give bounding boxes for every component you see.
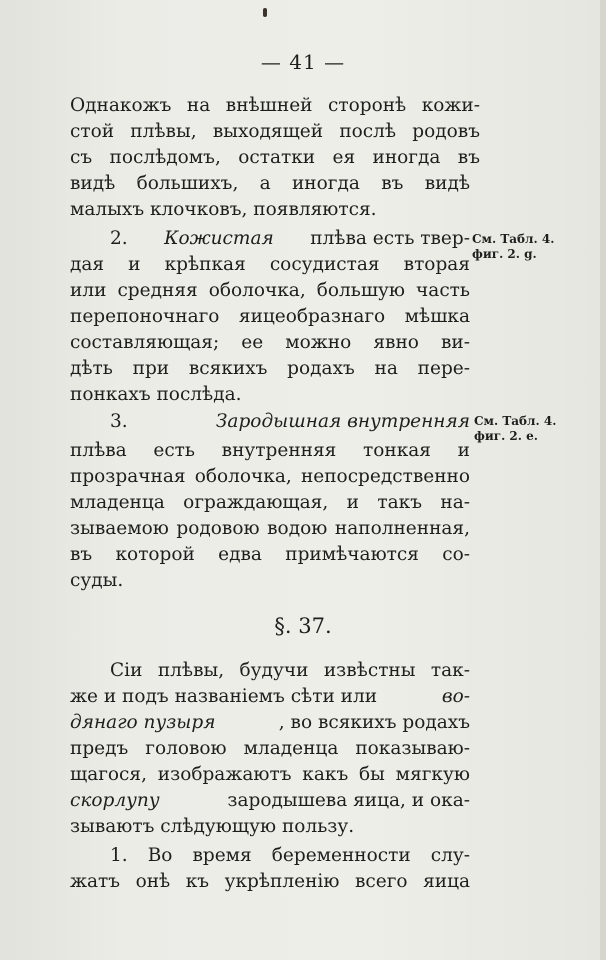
- text-line: или средняя оболочка, большую часть: [70, 280, 470, 301]
- margin-note-line: фиг. 2. e.: [474, 429, 538, 443]
- text-line: видѣ большихъ, а иногда въ видѣ: [70, 173, 470, 194]
- text-line: малыхъ клочковъ, появляются.: [70, 199, 377, 220]
- text-line: жатъ онѣ къ укрѣпленію всего яица: [70, 871, 470, 892]
- text-line: щагося, изображаютъ какъ бы мягкую: [70, 764, 470, 785]
- text-line: [70, 788, 470, 814]
- text-line: плѣва есть внутренняя тонкая и: [70, 440, 470, 461]
- margin-note: [472, 232, 554, 262]
- text-line: 1. Во время беременности слу-: [110, 845, 470, 866]
- text-fragment: плѣва есть твер-: [310, 228, 470, 249]
- text-line: дая и крѣпкая сосудистая вторая: [70, 254, 470, 275]
- margin-note-line: См. Табл. 4.: [472, 232, 555, 246]
- text-fragment: зародышева яица, и ока-: [227, 790, 470, 811]
- text-line: дѣть при всякихъ родахъ на пере-: [70, 358, 470, 379]
- text-line: съ послѣдомъ, остатки ея иногда въ: [70, 147, 480, 168]
- text-line: зываемою родовою водою наполненная,: [70, 518, 470, 539]
- margin-note-line: См. Табл. 4.: [474, 414, 557, 428]
- text-line: прозрачная оболочка, непосредственно: [70, 466, 470, 487]
- margin-note: [474, 414, 556, 444]
- text-line: предъ головою младенца показываю-: [70, 738, 470, 759]
- text-line: въ которой едва примѣчаются со-: [70, 544, 470, 565]
- term-kozhistaya: Кожистая: [164, 228, 274, 249]
- text-line: [70, 710, 470, 736]
- text-line: [110, 409, 470, 435]
- text-line: [70, 684, 470, 710]
- term-fragment: во-: [441, 686, 470, 707]
- item-number: 3.: [110, 411, 128, 432]
- text-line: младенца ограждающая, и такъ на-: [70, 492, 470, 513]
- section-heading: §. 37.: [274, 614, 332, 638]
- text-line: Сіи плѣвы, будучи извѣстны так-: [110, 660, 470, 681]
- text-line: стой плѣвы, выходящей послѣ родовъ: [70, 121, 480, 142]
- margin-note-line: фиг. 2. g.: [472, 247, 537, 261]
- text-line: суды.: [70, 570, 124, 591]
- text-line: [110, 226, 470, 252]
- text-line: составляющая; ее можно явно ви-: [70, 332, 470, 353]
- text-fragment: же и подъ названіемъ сѣти или: [70, 686, 378, 707]
- text-line: зываютъ слѣдующую пользу.: [70, 816, 355, 837]
- text-fragment: , во всякихъ родахъ: [278, 712, 470, 733]
- term-skorlupa: скорлупу: [70, 790, 160, 811]
- term-zarodyshnaya: Зародышная внутренняя: [215, 411, 470, 432]
- text-line: Однакожъ на внѣшней сторонѣ кожи-: [70, 95, 480, 116]
- text-line: перепоночнаго яицеобразнаго мѣшка: [70, 306, 470, 327]
- term-fragment: дянаго пузыря: [70, 712, 216, 733]
- ink-spot: [263, 8, 267, 17]
- page-number: — 41 —: [260, 50, 346, 74]
- text-line: понкахъ послѣда.: [70, 384, 242, 405]
- page-edge: [600, 0, 606, 960]
- item-number: 2.: [110, 228, 128, 249]
